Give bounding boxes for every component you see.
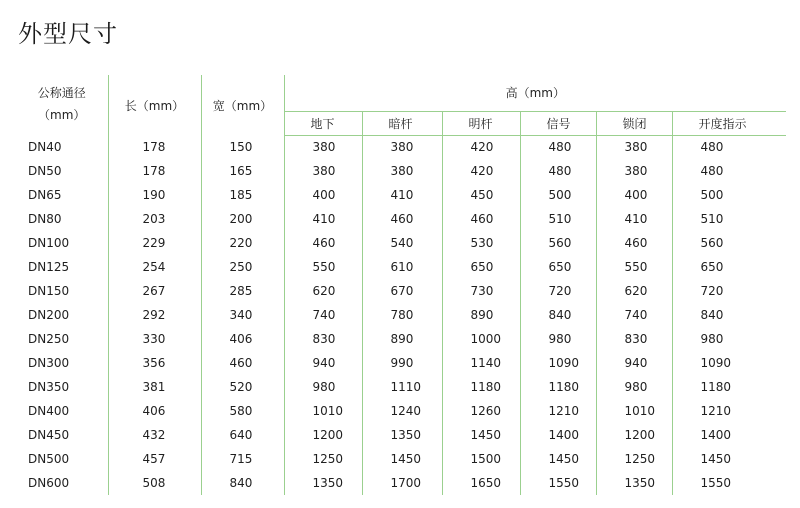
cell-rising-stem: 1140 (442, 351, 520, 375)
cell-underground: 460 (284, 231, 362, 255)
cell-length: 178 (108, 135, 201, 159)
cell-concealed-stem: 380 (362, 135, 442, 159)
table-row (16, 159, 786, 183)
cell-underground: 1010 (284, 399, 362, 423)
header-height-opening-indicator: 开度指示 (672, 111, 786, 135)
cell-dn: DN400 (28, 404, 70, 418)
dimensions-table (16, 75, 786, 495)
header-height-signal: 信号 (520, 111, 596, 135)
cell-rising-stem: 1650 (442, 471, 520, 495)
cell-dn: DN200 (28, 308, 70, 322)
table-row (16, 303, 786, 327)
cell-length: 508 (108, 471, 201, 495)
cell-opening-indicator: 1450 (672, 447, 786, 471)
cell-opening-indicator: 1400 (672, 423, 786, 447)
cell-underground: 380 (284, 135, 362, 159)
cell-signal: 1400 (520, 423, 596, 447)
table-row (16, 279, 786, 303)
cell-underground: 940 (284, 351, 362, 375)
cell-length: 432 (108, 423, 201, 447)
cell-underground: 550 (284, 255, 362, 279)
header-height-rising-stem: 明杆 (442, 111, 520, 135)
cell-width: 340 (201, 303, 284, 327)
cell-underground: 400 (284, 183, 362, 207)
cell-underground: 410 (284, 207, 362, 231)
header-height: 高（mm） (284, 75, 786, 111)
cell-opening-indicator: 500 (672, 183, 786, 207)
table-row (16, 423, 786, 447)
cell-lock: 620 (596, 279, 672, 303)
cell-signal: 480 (520, 159, 596, 183)
cell-underground: 1350 (284, 471, 362, 495)
cell-dn: DN450 (28, 428, 70, 442)
cell-dn: DN80 (28, 212, 62, 226)
header-height-underground: 地下 (284, 111, 362, 135)
table-row (16, 135, 786, 159)
cell-length: 406 (108, 399, 201, 423)
cell-signal: 1450 (520, 447, 596, 471)
cell-lock: 830 (596, 327, 672, 351)
cell-width: 640 (201, 423, 284, 447)
cell-lock: 550 (596, 255, 672, 279)
header-height-concealed-stem: 暗杆 (362, 111, 442, 135)
table-row (16, 207, 786, 231)
cell-rising-stem: 450 (442, 183, 520, 207)
cell-concealed-stem: 380 (362, 159, 442, 183)
table-row (16, 351, 786, 375)
cell-dn: DN100 (28, 236, 70, 250)
cell-width: 165 (201, 159, 284, 183)
cell-width: 285 (201, 279, 284, 303)
cell-concealed-stem: 890 (362, 327, 442, 351)
cell-opening-indicator: 840 (672, 303, 786, 327)
cell-dn: DN50 (28, 164, 62, 178)
cell-length: 457 (108, 447, 201, 471)
cell-concealed-stem: 1110 (362, 375, 442, 399)
cell-opening-indicator: 720 (672, 279, 786, 303)
cell-underground: 620 (284, 279, 362, 303)
table-row (16, 375, 786, 399)
cell-length: 229 (108, 231, 201, 255)
cell-concealed-stem: 1700 (362, 471, 442, 495)
page-title: 外型尺寸 (18, 20, 118, 48)
cell-dn: DN250 (28, 332, 70, 346)
cell-opening-indicator: 1210 (672, 399, 786, 423)
table-row (16, 471, 786, 495)
cell-rising-stem: 530 (442, 231, 520, 255)
cell-concealed-stem: 610 (362, 255, 442, 279)
cell-width: 250 (201, 255, 284, 279)
table-row (16, 183, 786, 207)
cell-length: 330 (108, 327, 201, 351)
cell-dn: DN500 (28, 452, 70, 466)
cell-dn: DN125 (28, 260, 70, 274)
cell-signal: 720 (520, 279, 596, 303)
cell-length: 267 (108, 279, 201, 303)
cell-underground: 980 (284, 375, 362, 399)
cell-dn: DN350 (28, 380, 70, 394)
cell-length: 254 (108, 255, 201, 279)
cell-lock: 380 (596, 159, 672, 183)
cell-signal: 500 (520, 183, 596, 207)
cell-dn: DN300 (28, 356, 70, 370)
cell-lock: 740 (596, 303, 672, 327)
header-height-lock: 锁闭 (596, 111, 672, 135)
cell-dn: DN150 (28, 284, 70, 298)
header-nominal-diameter-label: 公称通径 (37, 86, 86, 100)
cell-opening-indicator: 480 (672, 135, 786, 159)
cell-underground: 830 (284, 327, 362, 351)
cell-lock: 1010 (596, 399, 672, 423)
header-nominal-diameter (16, 75, 108, 135)
cell-signal: 1180 (520, 375, 596, 399)
cell-width: 220 (201, 231, 284, 255)
cell-signal: 1210 (520, 399, 596, 423)
cell-lock: 410 (596, 207, 672, 231)
cell-lock: 980 (596, 375, 672, 399)
cell-underground: 380 (284, 159, 362, 183)
cell-opening-indicator: 480 (672, 159, 786, 183)
header-length: 长（mm） (108, 75, 201, 135)
cell-width: 150 (201, 135, 284, 159)
cell-dn: DN40 (28, 140, 62, 154)
cell-opening-indicator: 980 (672, 327, 786, 351)
cell-length: 381 (108, 375, 201, 399)
cell-width: 185 (201, 183, 284, 207)
cell-opening-indicator: 1550 (672, 471, 786, 495)
cell-rising-stem: 1180 (442, 375, 520, 399)
cell-rising-stem: 460 (442, 207, 520, 231)
header-width: 宽（mm） (201, 75, 284, 135)
cell-signal: 510 (520, 207, 596, 231)
cell-signal: 650 (520, 255, 596, 279)
table-row (16, 447, 786, 471)
cell-underground: 1250 (284, 447, 362, 471)
cell-length: 292 (108, 303, 201, 327)
cell-rising-stem: 1000 (442, 327, 520, 351)
cell-concealed-stem: 1350 (362, 423, 442, 447)
cell-opening-indicator: 650 (672, 255, 786, 279)
cell-opening-indicator: 1090 (672, 351, 786, 375)
cell-rising-stem: 420 (442, 159, 520, 183)
cell-rising-stem: 1260 (442, 399, 520, 423)
cell-lock: 1250 (596, 447, 672, 471)
cell-lock: 940 (596, 351, 672, 375)
cell-concealed-stem: 540 (362, 231, 442, 255)
cell-lock: 380 (596, 135, 672, 159)
cell-concealed-stem: 410 (362, 183, 442, 207)
cell-length: 356 (108, 351, 201, 375)
cell-signal: 560 (520, 231, 596, 255)
header-nominal-diameter-unit: （mm） (38, 108, 86, 122)
table-row (16, 327, 786, 351)
cell-length: 203 (108, 207, 201, 231)
cell-width: 580 (201, 399, 284, 423)
table-row (16, 399, 786, 423)
cell-underground: 1200 (284, 423, 362, 447)
cell-width: 406 (201, 327, 284, 351)
cell-lock: 1200 (596, 423, 672, 447)
cell-signal: 980 (520, 327, 596, 351)
cell-width: 840 (201, 471, 284, 495)
cell-opening-indicator: 560 (672, 231, 786, 255)
cell-concealed-stem: 1450 (362, 447, 442, 471)
cell-rising-stem: 420 (442, 135, 520, 159)
cell-lock: 400 (596, 183, 672, 207)
cell-concealed-stem: 780 (362, 303, 442, 327)
table-row (16, 255, 786, 279)
cell-rising-stem: 890 (442, 303, 520, 327)
cell-dn: DN600 (28, 476, 70, 490)
cell-dn: DN65 (28, 188, 62, 202)
cell-lock: 1350 (596, 471, 672, 495)
cell-concealed-stem: 990 (362, 351, 442, 375)
cell-width: 715 (201, 447, 284, 471)
cell-rising-stem: 650 (442, 255, 520, 279)
cell-lock: 460 (596, 231, 672, 255)
cell-signal: 1090 (520, 351, 596, 375)
cell-concealed-stem: 670 (362, 279, 442, 303)
cell-signal: 480 (520, 135, 596, 159)
table-row (16, 231, 786, 255)
cell-width: 520 (201, 375, 284, 399)
cell-rising-stem: 1500 (442, 447, 520, 471)
cell-opening-indicator: 1180 (672, 375, 786, 399)
cell-length: 178 (108, 159, 201, 183)
cell-opening-indicator: 510 (672, 207, 786, 231)
cell-signal: 1550 (520, 471, 596, 495)
cell-underground: 740 (284, 303, 362, 327)
cell-rising-stem: 1450 (442, 423, 520, 447)
cell-signal: 840 (520, 303, 596, 327)
cell-rising-stem: 730 (442, 279, 520, 303)
cell-length: 190 (108, 183, 201, 207)
cell-concealed-stem: 1240 (362, 399, 442, 423)
cell-width: 460 (201, 351, 284, 375)
cell-concealed-stem: 460 (362, 207, 442, 231)
cell-width: 200 (201, 207, 284, 231)
